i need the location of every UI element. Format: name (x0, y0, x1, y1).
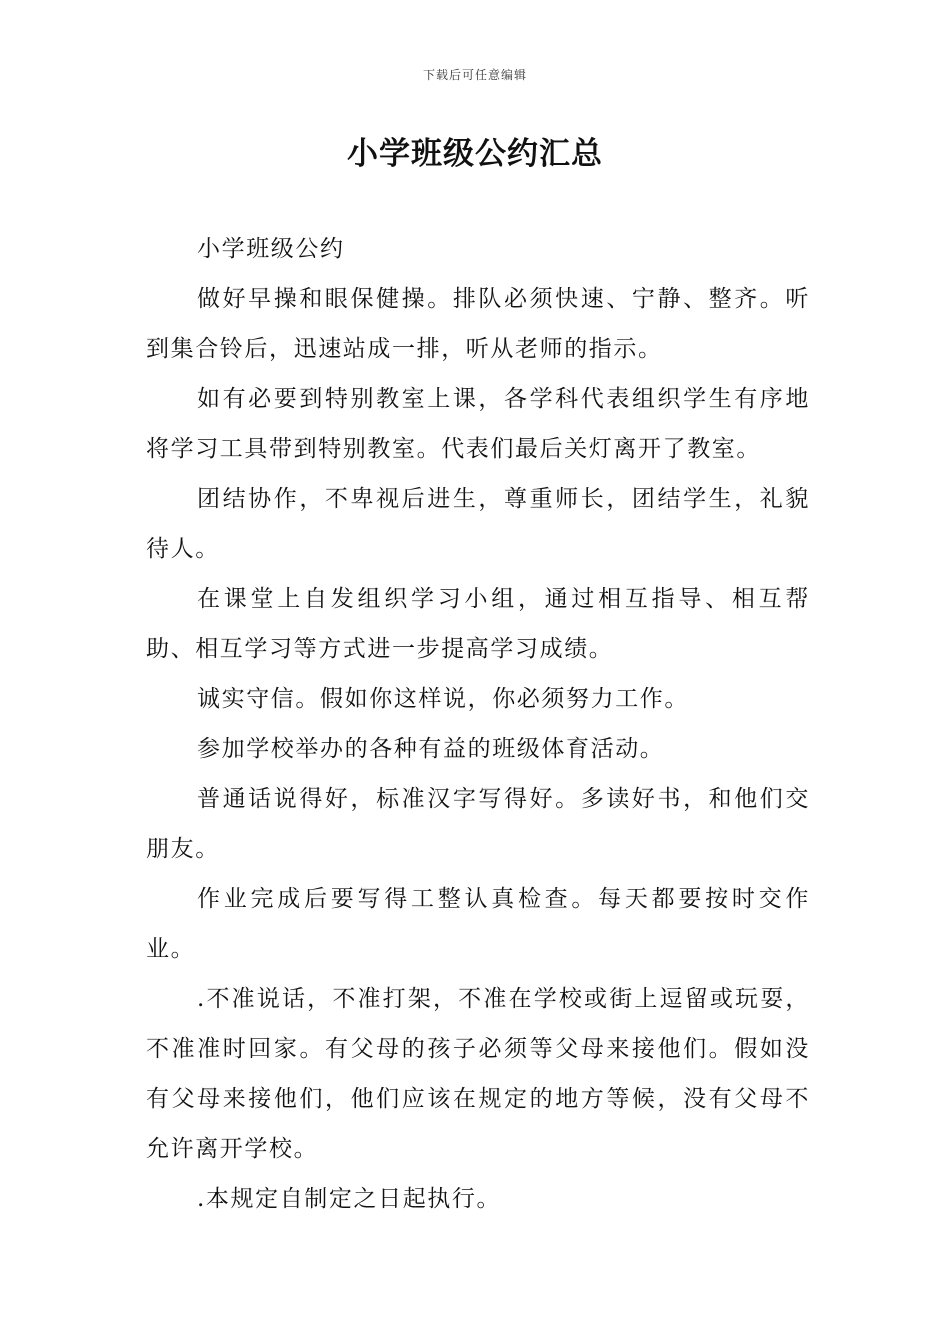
paragraph: 参加学校举办的各种有益的班级体育活动。 (197, 736, 665, 762)
paragraph: .本规定自制定之日起执行。 (197, 1186, 502, 1212)
paragraph: .不准说话，不准打架，不准在学校或街上逗留或玩耍，不准准时回家。有父母的孩子必须等父母来接他们。假如没有父母来接他们，他们应该在规定的地方等候，没有父母不允许离开学校。 (146, 986, 810, 1162)
paragraph: 做好早操和眼保健操。排队必须快速、宁静、整齐。听到集合铃后，迅速站成一排，听从老师的指示。 (146, 286, 810, 362)
paragraph: 普通话说得好，标准汉字写得好。多读好书，和他们交朋友。 (146, 786, 810, 862)
document-title: 小学班级公约汇总 (347, 136, 603, 172)
paragraph: 作业完成后要写得工整认真检查。每天都要按时交作业。 (146, 886, 810, 962)
paragraph-subtitle: 小学班级公约 (197, 236, 345, 262)
paragraph: 在课堂上自发组织学习小组，通过相互指导、相互帮助、相互学习等方式进一步提高学习成绩。 (146, 586, 810, 662)
paragraph: 诚实守信。假如你这样说，你必须努力工作。 (197, 686, 689, 712)
document-body (146, 224, 810, 1224)
paragraph: 团结协作，不卑视后进生，尊重师长，团结学生，礼貌待人。 (146, 486, 810, 562)
header-note: 下载后可任意编辑 (422, 68, 527, 82)
paragraph: 如有必要到特别教室上课，各学科代表组织学生有序地将学习工具带到特别教室。代表们最后关灯离开了教室。 (146, 386, 810, 462)
